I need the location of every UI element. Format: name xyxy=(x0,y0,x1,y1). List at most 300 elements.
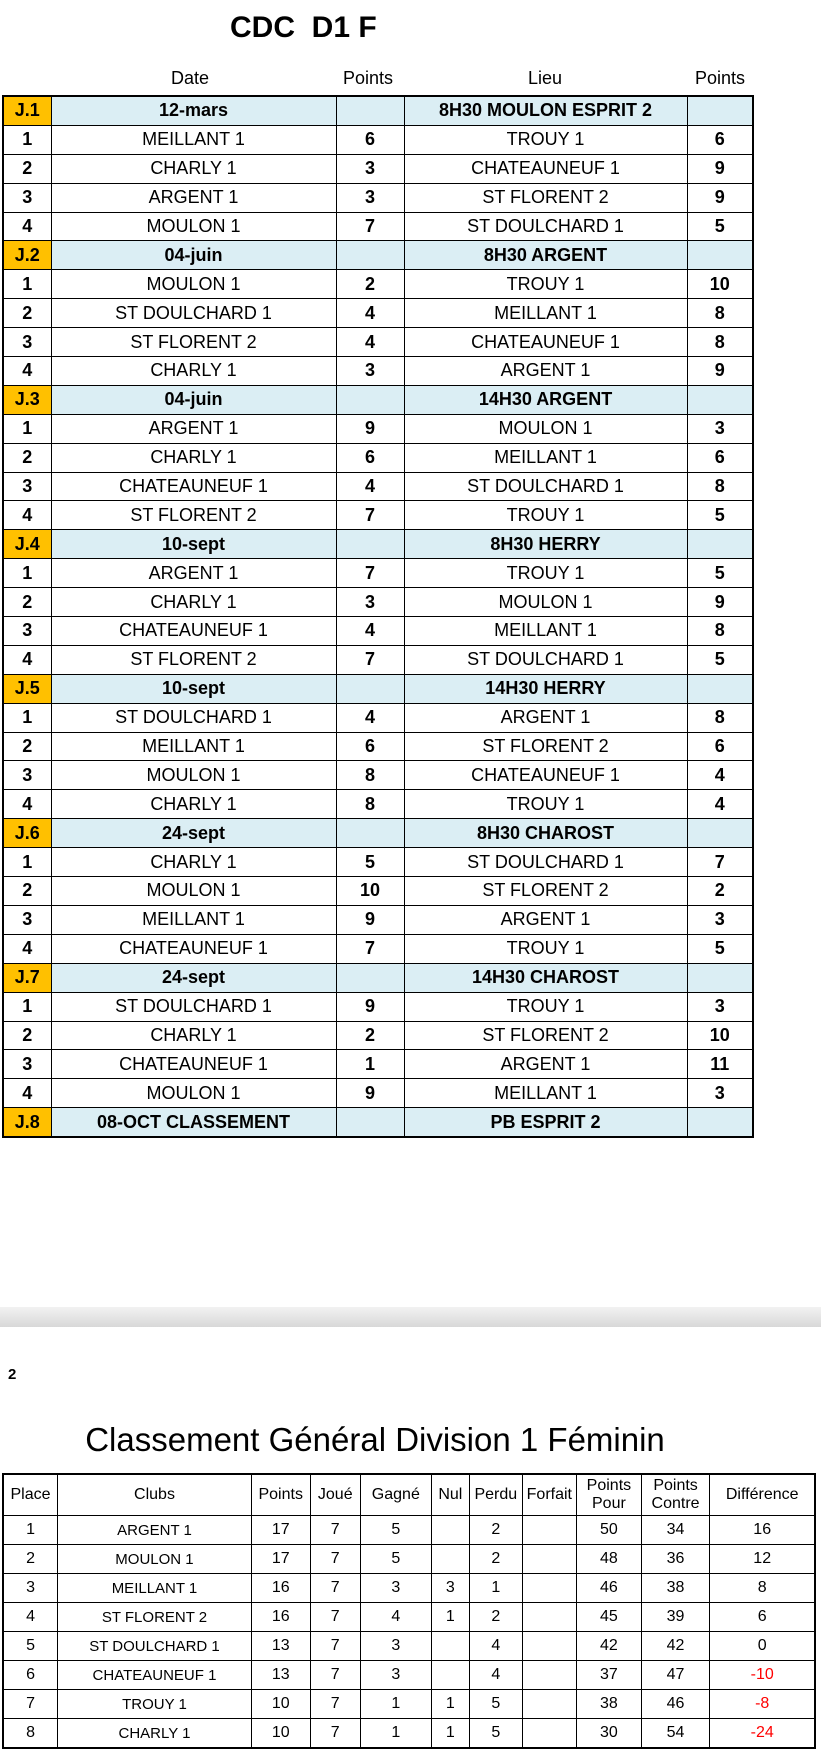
home-team: ARGENT 1 xyxy=(51,559,336,588)
match-number: 4 xyxy=(3,1079,51,1108)
away-points: 8 xyxy=(687,328,753,357)
home-points: 6 xyxy=(336,443,404,472)
standings-club: CHARLY 1 xyxy=(58,1719,252,1749)
standings-nul: 1 xyxy=(431,1603,469,1632)
match-number: 1 xyxy=(3,125,51,154)
matchday-label: J.7 xyxy=(3,963,51,992)
schedule-body xyxy=(3,96,753,1137)
empty-cell xyxy=(687,241,753,270)
standings-contre: 34 xyxy=(641,1516,710,1545)
match-number: 2 xyxy=(3,877,51,906)
matchday-date: 12-mars xyxy=(51,96,336,125)
match-number: 4 xyxy=(3,934,51,963)
standings-perdu: 4 xyxy=(470,1661,523,1690)
matchday-location: 8H30 MOULON ESPRIT 2 xyxy=(404,96,687,125)
away-team: ARGENT 1 xyxy=(404,703,687,732)
standings-perdu: 5 xyxy=(470,1690,523,1719)
matchday-label: J.4 xyxy=(3,530,51,559)
matchday-location: PB ESPRIT 2 xyxy=(404,1108,687,1137)
standings-gagne: 5 xyxy=(360,1545,431,1574)
standings-club: MOULON 1 xyxy=(58,1545,252,1574)
matchday-date: 24-sept xyxy=(51,819,336,848)
home-points: 3 xyxy=(336,357,404,386)
standings-club: ST FLORENT 2 xyxy=(58,1603,252,1632)
away-points: 3 xyxy=(687,1079,753,1108)
home-points: 7 xyxy=(336,645,404,674)
matchday-label: J.8 xyxy=(3,1108,51,1137)
standings-header-cell: Joué xyxy=(310,1474,360,1516)
away-points: 4 xyxy=(687,790,753,819)
match-number: 1 xyxy=(3,559,51,588)
match-row xyxy=(3,732,753,761)
standings-place: 5 xyxy=(3,1632,58,1661)
standings-diff: 12 xyxy=(710,1545,815,1574)
match-row xyxy=(3,848,753,877)
home-points: 4 xyxy=(336,328,404,357)
away-points: 5 xyxy=(687,501,753,530)
away-team: CHATEAUNEUF 1 xyxy=(404,154,687,183)
away-team: CHATEAUNEUF 1 xyxy=(404,761,687,790)
home-team: CHATEAUNEUF 1 xyxy=(51,617,336,646)
standings-contre: 47 xyxy=(641,1661,710,1690)
standings-perdu: 1 xyxy=(470,1574,523,1603)
matchday-location: 8H30 ARGENT xyxy=(404,241,687,270)
standings-forfait xyxy=(522,1545,577,1574)
standings-joue: 7 xyxy=(310,1545,360,1574)
matchday-row xyxy=(3,241,753,270)
empty-cell xyxy=(687,963,753,992)
standings-joue: 7 xyxy=(310,1603,360,1632)
match-row xyxy=(3,125,753,154)
standings-header-cell: Forfait xyxy=(522,1474,577,1516)
away-points: 11 xyxy=(687,1050,753,1079)
empty-cell xyxy=(687,385,753,414)
match-row xyxy=(3,1079,753,1108)
home-team: MOULON 1 xyxy=(51,877,336,906)
away-team: TROUY 1 xyxy=(404,559,687,588)
match-number: 3 xyxy=(3,183,51,212)
away-team: MOULON 1 xyxy=(404,588,687,617)
page-title: CDC D1 F xyxy=(230,11,377,44)
matchday-label: J.3 xyxy=(3,385,51,414)
standings-points: 17 xyxy=(251,1545,310,1574)
matchday-date: 04-juin xyxy=(51,385,336,414)
away-team: ARGENT 1 xyxy=(404,905,687,934)
matchday-location: 14H30 CHAROST xyxy=(404,963,687,992)
standings-points: 10 xyxy=(251,1719,310,1749)
standings-joue: 7 xyxy=(310,1719,360,1749)
standings-forfait xyxy=(522,1516,577,1545)
standings-points: 10 xyxy=(251,1690,310,1719)
matchday-row xyxy=(3,819,753,848)
away-points: 5 xyxy=(687,212,753,241)
match-row xyxy=(3,617,753,646)
standings-pour: 50 xyxy=(577,1516,642,1545)
matchday-date: 10-sept xyxy=(51,530,336,559)
standings-nul: 1 xyxy=(431,1719,469,1749)
standings-row xyxy=(3,1516,815,1545)
home-team: MOULON 1 xyxy=(51,1079,336,1108)
standings-diff: -24 xyxy=(710,1719,815,1749)
home-team: ST FLORENT 2 xyxy=(51,501,336,530)
match-number: 1 xyxy=(3,848,51,877)
standings-body xyxy=(3,1516,815,1749)
away-team: ARGENT 1 xyxy=(404,1050,687,1079)
away-team: MEILLANT 1 xyxy=(404,443,687,472)
matchday-label: J.2 xyxy=(3,241,51,270)
standings-joue: 7 xyxy=(310,1661,360,1690)
standings-pour: 30 xyxy=(577,1719,642,1749)
match-number: 2 xyxy=(3,1021,51,1050)
matchday-label: J.5 xyxy=(3,674,51,703)
home-points: 6 xyxy=(336,125,404,154)
matchday-location: 8H30 CHAROST xyxy=(404,819,687,848)
standings-gagne: 5 xyxy=(360,1516,431,1545)
home-team: CHARLY 1 xyxy=(51,443,336,472)
home-team: ARGENT 1 xyxy=(51,414,336,443)
away-points: 6 xyxy=(687,732,753,761)
match-row xyxy=(3,790,753,819)
away-points: 10 xyxy=(687,270,753,299)
standings-place: 1 xyxy=(3,1516,58,1545)
away-team: ST FLORENT 2 xyxy=(404,1021,687,1050)
standings-contre: 39 xyxy=(641,1603,710,1632)
standings-gagne: 1 xyxy=(360,1719,431,1749)
home-points: 4 xyxy=(336,299,404,328)
standings-contre: 46 xyxy=(641,1690,710,1719)
empty-cell xyxy=(336,385,404,414)
home-points: 8 xyxy=(336,761,404,790)
standings-place: 3 xyxy=(3,1574,58,1603)
standings-gagne: 1 xyxy=(360,1690,431,1719)
match-number: 2 xyxy=(3,299,51,328)
empty-cell xyxy=(336,1108,404,1137)
standings-pour: 37 xyxy=(577,1661,642,1690)
away-points: 8 xyxy=(687,299,753,328)
matchday-label: J.1 xyxy=(3,96,51,125)
match-row xyxy=(3,905,753,934)
empty-cell xyxy=(336,530,404,559)
home-team: MOULON 1 xyxy=(51,212,336,241)
standings-pour: 38 xyxy=(577,1690,642,1719)
match-row xyxy=(3,443,753,472)
away-points: 3 xyxy=(687,905,753,934)
standings-row xyxy=(3,1632,815,1661)
home-points: 7 xyxy=(336,501,404,530)
standings-forfait xyxy=(522,1574,577,1603)
match-row xyxy=(3,212,753,241)
standings-perdu: 4 xyxy=(470,1632,523,1661)
away-team: TROUY 1 xyxy=(404,501,687,530)
standings-forfait xyxy=(522,1603,577,1632)
standings-points: 16 xyxy=(251,1603,310,1632)
matchday-row xyxy=(3,1108,753,1137)
away-points: 6 xyxy=(687,443,753,472)
standings-header-cell: Différence xyxy=(710,1474,815,1516)
away-team: ST DOULCHARD 1 xyxy=(404,212,687,241)
standings-place: 7 xyxy=(3,1690,58,1719)
empty-cell xyxy=(336,241,404,270)
match-row xyxy=(3,703,753,732)
standings-pour: 46 xyxy=(577,1574,642,1603)
home-points: 4 xyxy=(336,617,404,646)
standings-table xyxy=(2,1473,816,1749)
standings-perdu: 5 xyxy=(470,1719,523,1749)
match-number: 4 xyxy=(3,357,51,386)
standings-club: MEILLANT 1 xyxy=(58,1574,252,1603)
match-row xyxy=(3,328,753,357)
standings-forfait xyxy=(522,1632,577,1661)
standings-diff: 8 xyxy=(710,1574,815,1603)
away-team: TROUY 1 xyxy=(404,270,687,299)
home-team: CHATEAUNEUF 1 xyxy=(51,472,336,501)
standings-club: TROUY 1 xyxy=(58,1690,252,1719)
match-number: 4 xyxy=(3,212,51,241)
home-team: CHARLY 1 xyxy=(51,154,336,183)
standings-contre: 54 xyxy=(641,1719,710,1749)
home-team: CHARLY 1 xyxy=(51,357,336,386)
match-row xyxy=(3,559,753,588)
match-number: 3 xyxy=(3,761,51,790)
standings-header-cell: Clubs xyxy=(58,1474,252,1516)
matchday-location: 8H30 HERRY xyxy=(404,530,687,559)
away-points: 3 xyxy=(687,414,753,443)
home-team: MEILLANT 1 xyxy=(51,905,336,934)
match-row xyxy=(3,414,753,443)
standings-row xyxy=(3,1603,815,1632)
match-number: 2 xyxy=(3,443,51,472)
home-team: MEILLANT 1 xyxy=(51,732,336,761)
match-row xyxy=(3,299,753,328)
empty-cell xyxy=(687,96,753,125)
standings-place: 2 xyxy=(3,1545,58,1574)
home-points: 7 xyxy=(336,559,404,588)
standings-club: ST DOULCHARD 1 xyxy=(58,1632,252,1661)
standings-perdu: 2 xyxy=(470,1516,523,1545)
home-points: 2 xyxy=(336,1021,404,1050)
standings-diff: -10 xyxy=(710,1661,815,1690)
standings-header-cell: Points Pour xyxy=(577,1474,642,1516)
home-points: 2 xyxy=(336,270,404,299)
home-team: CHARLY 1 xyxy=(51,790,336,819)
away-points: 5 xyxy=(687,934,753,963)
match-row xyxy=(3,154,753,183)
empty-cell xyxy=(687,1108,753,1137)
home-points: 6 xyxy=(336,732,404,761)
standings-diff: -8 xyxy=(710,1690,815,1719)
match-number: 3 xyxy=(3,1050,51,1079)
away-team: TROUY 1 xyxy=(404,934,687,963)
standings-diff: 0 xyxy=(710,1632,815,1661)
empty-cell xyxy=(336,96,404,125)
match-number: 3 xyxy=(3,617,51,646)
standings-points: 16 xyxy=(251,1574,310,1603)
home-points: 3 xyxy=(336,183,404,212)
match-number: 3 xyxy=(3,905,51,934)
match-row xyxy=(3,645,753,674)
away-team: TROUY 1 xyxy=(404,790,687,819)
away-team: CHATEAUNEUF 1 xyxy=(404,328,687,357)
match-number: 1 xyxy=(3,703,51,732)
home-points-column-header: Points xyxy=(342,68,394,88)
match-number: 1 xyxy=(3,414,51,443)
match-row xyxy=(3,1021,753,1050)
home-points: 7 xyxy=(336,212,404,241)
standings-points: 13 xyxy=(251,1632,310,1661)
standings-club: CHATEAUNEUF 1 xyxy=(58,1661,252,1690)
match-row xyxy=(3,183,753,212)
away-points: 8 xyxy=(687,472,753,501)
standings-joue: 7 xyxy=(310,1632,360,1661)
standings-place: 6 xyxy=(3,1661,58,1690)
matchday-date: 10-sept xyxy=(51,674,336,703)
match-row xyxy=(3,1050,753,1079)
match-row xyxy=(3,588,753,617)
away-team: ST FLORENT 2 xyxy=(404,183,687,212)
matchday-row xyxy=(3,530,753,559)
standings-joue: 7 xyxy=(310,1690,360,1719)
standings-header-cell: Nul xyxy=(431,1474,469,1516)
matchday-date: 04-juin xyxy=(51,241,336,270)
standings-nul xyxy=(431,1632,469,1661)
matchday-row xyxy=(3,674,753,703)
match-row xyxy=(3,877,753,906)
match-row xyxy=(3,270,753,299)
away-team: ST DOULCHARD 1 xyxy=(404,645,687,674)
empty-cell xyxy=(336,819,404,848)
standings-contre: 36 xyxy=(641,1545,710,1574)
standings-club: ARGENT 1 xyxy=(58,1516,252,1545)
standings-forfait xyxy=(522,1690,577,1719)
empty-cell xyxy=(687,819,753,848)
matchday-date: 08-OCT CLASSEMENT xyxy=(51,1108,336,1137)
standings-header-cell: Perdu xyxy=(470,1474,523,1516)
home-team: CHATEAUNEUF 1 xyxy=(51,1050,336,1079)
standings-contre: 42 xyxy=(641,1632,710,1661)
away-points: 2 xyxy=(687,877,753,906)
match-number: 2 xyxy=(3,154,51,183)
standings-header-cell: Points Contre xyxy=(641,1474,710,1516)
away-points: 9 xyxy=(687,154,753,183)
home-team: CHARLY 1 xyxy=(51,588,336,617)
empty-cell xyxy=(336,674,404,703)
standings-row xyxy=(3,1690,815,1719)
standings-gagne: 3 xyxy=(360,1574,431,1603)
standings-nul xyxy=(431,1661,469,1690)
home-team: MEILLANT 1 xyxy=(51,125,336,154)
matchday-row xyxy=(3,96,753,125)
away-team: MOULON 1 xyxy=(404,414,687,443)
empty-cell xyxy=(336,963,404,992)
matchday-location: 14H30 ARGENT xyxy=(404,385,687,414)
home-team: CHATEAUNEUF 1 xyxy=(51,934,336,963)
home-team: ST DOULCHARD 1 xyxy=(51,992,336,1021)
away-team: ST DOULCHARD 1 xyxy=(404,472,687,501)
standings-nul xyxy=(431,1545,469,1574)
standings-nul: 3 xyxy=(431,1574,469,1603)
lieu-column-header: Lieu xyxy=(527,68,563,88)
home-points: 10 xyxy=(336,877,404,906)
away-team: ST FLORENT 2 xyxy=(404,732,687,761)
standings-forfait xyxy=(522,1661,577,1690)
standings-title: Classement Général Division 1 Féminin xyxy=(85,1421,665,1458)
standings-points: 13 xyxy=(251,1661,310,1690)
match-number: 1 xyxy=(3,270,51,299)
home-team: MOULON 1 xyxy=(51,270,336,299)
away-team: MEILLANT 1 xyxy=(404,1079,687,1108)
away-team: TROUY 1 xyxy=(404,992,687,1021)
standings-row xyxy=(3,1661,815,1690)
standings-row xyxy=(3,1574,815,1603)
standings-place: 8 xyxy=(3,1719,58,1749)
home-points: 9 xyxy=(336,1079,404,1108)
home-team: ST FLORENT 2 xyxy=(51,328,336,357)
home-team: CHARLY 1 xyxy=(51,1021,336,1050)
match-number: 2 xyxy=(3,732,51,761)
standings-header-cell: Place xyxy=(3,1474,58,1516)
away-points: 9 xyxy=(687,588,753,617)
away-team: ST FLORENT 2 xyxy=(404,877,687,906)
standings-gagne: 4 xyxy=(360,1603,431,1632)
home-team: ST FLORENT 2 xyxy=(51,645,336,674)
standings-gagne: 3 xyxy=(360,1632,431,1661)
match-number: 4 xyxy=(3,790,51,819)
away-team: ST DOULCHARD 1 xyxy=(404,848,687,877)
match-row xyxy=(3,357,753,386)
home-team: CHARLY 1 xyxy=(51,848,336,877)
away-points: 8 xyxy=(687,703,753,732)
page-separator xyxy=(0,1307,821,1327)
standings-perdu: 2 xyxy=(470,1603,523,1632)
standings-diff: 16 xyxy=(710,1516,815,1545)
away-points-column-header: Points xyxy=(694,68,746,88)
matchday-label: J.6 xyxy=(3,819,51,848)
standings-gagne: 3 xyxy=(360,1661,431,1690)
away-points: 9 xyxy=(687,357,753,386)
away-team: MEILLANT 1 xyxy=(404,299,687,328)
standings-diff: 6 xyxy=(710,1603,815,1632)
match-row xyxy=(3,472,753,501)
match-number: 3 xyxy=(3,328,51,357)
home-points: 5 xyxy=(336,848,404,877)
standings-row xyxy=(3,1719,815,1749)
away-points: 7 xyxy=(687,848,753,877)
standings-nul: 1 xyxy=(431,1690,469,1719)
match-row xyxy=(3,761,753,790)
standings-perdu: 2 xyxy=(470,1545,523,1574)
away-team: TROUY 1 xyxy=(404,125,687,154)
home-points: 3 xyxy=(336,154,404,183)
match-number: 2 xyxy=(3,588,51,617)
match-row xyxy=(3,992,753,1021)
away-points: 5 xyxy=(687,645,753,674)
home-points: 4 xyxy=(336,703,404,732)
matchday-date: 24-sept xyxy=(51,963,336,992)
standings-header-cell: Points xyxy=(251,1474,310,1516)
home-team: ST DOULCHARD 1 xyxy=(51,703,336,732)
away-points: 8 xyxy=(687,617,753,646)
standings-forfait xyxy=(522,1719,577,1749)
empty-cell xyxy=(687,674,753,703)
away-points: 10 xyxy=(687,1021,753,1050)
home-points: 4 xyxy=(336,472,404,501)
standings-row xyxy=(3,1545,815,1574)
away-team: MEILLANT 1 xyxy=(404,617,687,646)
standings-pour: 45 xyxy=(577,1603,642,1632)
home-points: 1 xyxy=(336,1050,404,1079)
away-points: 9 xyxy=(687,183,753,212)
away-team: ARGENT 1 xyxy=(404,357,687,386)
